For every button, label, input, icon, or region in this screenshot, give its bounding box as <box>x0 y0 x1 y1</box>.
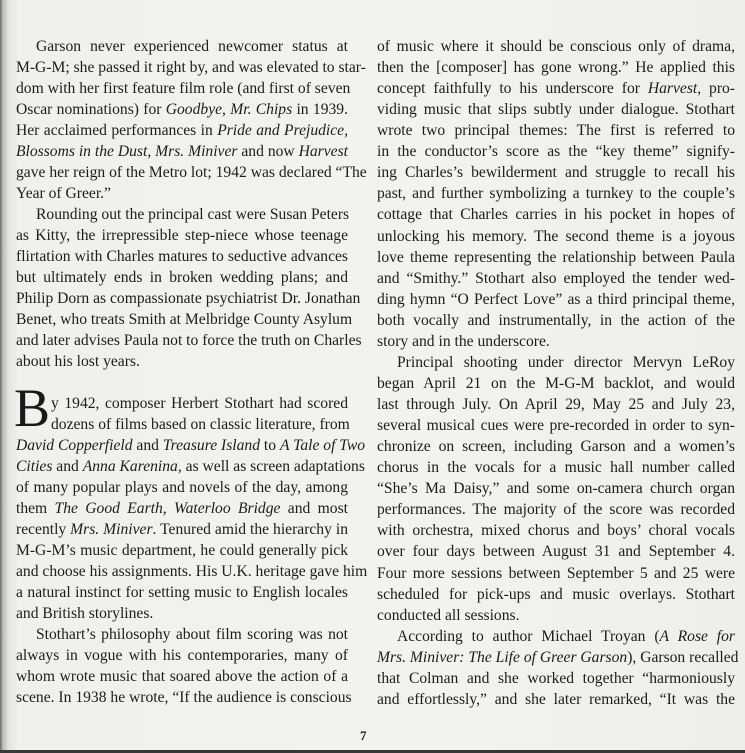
italic-title-text: Cities <box>16 458 53 475</box>
text-line <box>16 183 348 204</box>
body-text: According to author Michael Troyan ( <box>397 627 660 645</box>
body-text: Her acclaimed performances in <box>16 122 218 139</box>
text-line <box>377 352 735 373</box>
text-line <box>377 605 735 626</box>
text-line <box>377 541 735 562</box>
body-text: , pro- <box>697 80 735 98</box>
body-text: about his lost years. <box>16 353 140 370</box>
text-line <box>377 204 735 225</box>
body-text: scheduled for pick-ups and music overlays. Stothart <box>377 585 735 603</box>
text-line <box>377 141 735 162</box>
body-text: with orchestra, mixed chorus and boys’ choral vocals <box>377 522 735 540</box>
body-text: ), Garson recalled <box>627 648 739 666</box>
text-line <box>16 36 348 57</box>
text-line <box>16 414 348 435</box>
body-text: recently <box>16 521 71 538</box>
text-line <box>16 561 368 582</box>
body-text: and now <box>237 143 299 160</box>
body-text: and effortlessly,” and she later remarked, “It was the <box>377 690 735 708</box>
text-line <box>377 247 735 268</box>
text-line <box>16 78 351 99</box>
body-text: several musical cues were pre-recorded in order to syn- <box>377 417 735 435</box>
text-line <box>377 478 735 499</box>
body-text: Philip Dorn as compassionate psychiatrist Dr. Jonathan <box>16 290 361 307</box>
text-line <box>377 162 735 183</box>
text-line <box>16 435 366 456</box>
italic-title-text: Waterloo Bridge <box>174 500 281 517</box>
body-text: of many popular plays and novels of the day, among <box>16 479 348 496</box>
text-line <box>16 540 348 561</box>
text-line <box>377 268 735 289</box>
body-text: Four more sessions between September 5 and 25 were <box>377 564 735 582</box>
body-text: and <box>132 437 163 454</box>
body-text: in the conductor’s score as the “key theme” signify- <box>377 143 735 161</box>
text-line <box>16 120 348 141</box>
text-line <box>377 226 735 247</box>
text-line <box>16 603 348 624</box>
text-line <box>16 687 352 708</box>
body-text: flirtation with Charles matures to seductive advances <box>16 248 348 265</box>
body-text: of music where it should be conscious only of drama, <box>377 38 735 55</box>
text-line <box>16 519 348 540</box>
body-text: chorus in the vocals for a music hall number called <box>377 459 735 477</box>
text-line <box>377 78 735 99</box>
text-line <box>16 498 348 519</box>
body-text: M-G-M; she passed it right by, and was elevated to star- <box>16 59 366 76</box>
text-line <box>377 520 735 541</box>
body-text: Garson never experienced newcomer status at <box>36 38 348 55</box>
text-line <box>377 563 735 584</box>
body-text: always in vogue with his contemporaries, many of <box>16 647 348 664</box>
text-line <box>377 457 735 478</box>
body-text: M-G-M’s music department, he could generally pick <box>16 542 348 559</box>
body-text: concept faithfully to his underscore for <box>377 80 648 98</box>
text-line <box>377 183 735 204</box>
italic-title-text: A Rose for <box>659 627 735 645</box>
body-text: whom wrote music that soared above the action of a <box>16 668 348 685</box>
text-line <box>16 267 348 288</box>
body-text: Principal shooting under director Mervyn LeRoy <box>397 353 735 371</box>
italic-title-text: David Copperfield <box>16 437 133 454</box>
text-line <box>16 582 348 603</box>
text-line <box>16 330 362 351</box>
body-text: conducted all sessions. <box>377 606 520 624</box>
text-line <box>16 645 348 666</box>
body-text: them <box>16 500 55 517</box>
body-text: gave her reign of the Metro lot; 1942 was declared “The <box>16 164 367 181</box>
body-text: both vocally and instrumentally, in the action of the <box>377 311 735 329</box>
text-line <box>16 309 353 330</box>
body-text: but ultimately ends in broken wedding plans; and <box>16 269 348 286</box>
body-text: over four days between August 31 and September 4. <box>377 543 735 561</box>
body-text: and later advises Paula not to force the truth on Charles <box>16 332 362 349</box>
body-text: , <box>162 500 175 517</box>
body-text: and most <box>280 500 348 517</box>
body-text: Stothart’s philosophy about film scoring was not <box>36 626 348 643</box>
text-line <box>16 351 348 372</box>
text-line <box>377 499 735 520</box>
text-line <box>377 373 735 394</box>
text-line <box>16 57 366 78</box>
italic-title-text: Pride and Prejudice, <box>217 122 348 139</box>
text-line <box>16 624 348 645</box>
text-line <box>377 415 735 436</box>
italic-title-text: Mrs. Miniver: The Life of Greer Garson <box>377 648 628 666</box>
text-line <box>16 162 367 183</box>
body-text: dom with her first feature film role (and first of seven <box>16 80 351 97</box>
body-text: and <box>52 458 83 475</box>
italic-title-text: Mrs. Miniver <box>155 143 238 160</box>
text-line <box>377 689 735 710</box>
text-line <box>16 204 348 225</box>
text-line <box>377 289 735 310</box>
text-line <box>377 36 735 57</box>
text-line <box>377 120 735 141</box>
body-text: story and in the underscore. <box>377 332 550 350</box>
body-text: and choose his assignments. His U.K. heritage gave him <box>16 563 368 580</box>
body-text: chronize on screen, including Garson and a women’s <box>377 438 735 456</box>
body-text: and “Smithy.” Stothart also employed the tender wed- <box>377 269 735 287</box>
text-line <box>16 99 348 120</box>
text-line <box>377 394 735 415</box>
body-text: last through July. On April 29, May 25 and July 23, <box>377 396 735 414</box>
body-text: and British storylines. <box>16 605 154 622</box>
body-text: Oscar nominations) for <box>16 101 166 118</box>
body-text: to <box>260 437 280 454</box>
italic-title-text: Treasure Island <box>162 437 261 454</box>
body-text: “She’s Ma Daisy,” and some on-camera church organ <box>377 480 735 498</box>
body-text: a natural instinct for setting music to English locales <box>16 584 348 601</box>
body-text: that Colman and she worked together “harmoniously <box>377 669 735 687</box>
body-text: dozens of films based on classic literature, from <box>51 416 350 433</box>
body-text: then the [composer] has gone wrong.” He applied this <box>377 59 735 77</box>
body-text: Benet, who treats Smith at Melbridge County Asylum <box>16 311 353 328</box>
text-line <box>377 310 735 331</box>
body-text: scene. In 1938 he wrote, “If the audience is conscious <box>16 689 352 706</box>
italic-title-text: Blossoms in the Dust <box>16 143 148 160</box>
italic-title-text: Anna Karenina <box>82 458 178 475</box>
body-text: began April 21 on the M-G-M backlot, and would <box>377 374 735 392</box>
text-line <box>377 436 735 457</box>
italic-title-text: Goodbye, Mr. Chips <box>165 101 293 118</box>
text-line <box>16 477 348 498</box>
italic-title-text: Harvest <box>647 80 698 98</box>
body-text: in 1939. <box>292 101 348 118</box>
italic-title-text: Mrs. Miniver <box>70 521 153 538</box>
italic-title-text: A Tale of Two <box>279 437 366 454</box>
body-text: past, and further symbolizing a turnkey to the couple’s <box>377 185 735 203</box>
body-text: ing Charles’s bewilderment and struggle to recall his <box>377 164 735 182</box>
body-text: performances. The majority of the score was recorded <box>377 501 735 519</box>
text-line <box>377 626 735 647</box>
body-text: , <box>147 143 156 160</box>
page-number: 7 <box>360 728 367 743</box>
body-text: Year of Greer.” <box>16 185 111 202</box>
text-line <box>16 666 348 687</box>
text-line <box>16 456 365 477</box>
text-line <box>377 57 735 78</box>
text-line <box>377 99 735 120</box>
text-line <box>16 246 348 267</box>
body-text: love theme representing the relationship between Paula <box>377 248 735 266</box>
body-text: viding music that slips subtly under dialogue. Stothart <box>377 101 735 119</box>
body-text: cottage that Charles carries in his pocket in hopes of <box>377 206 735 224</box>
body-text: , as well as screen adaptations <box>177 458 365 475</box>
body-text: as Kitty, the irrepressible step-niece whose teenage <box>16 227 348 244</box>
text-line <box>16 141 348 162</box>
text-line <box>16 288 361 309</box>
body-text: wrote two principal themes: The first is referred to <box>377 122 735 140</box>
text-line <box>377 584 735 605</box>
body-text: unlocking his memory. The second theme is a joyous <box>377 227 735 245</box>
text-line <box>377 331 735 352</box>
drop-cap: B <box>14 378 51 438</box>
body-text: Rounding out the principal cast were Susan Peters <box>36 206 350 223</box>
body-text: y 1942, composer Herbert Stothart had scored <box>51 395 348 412</box>
italic-title-text: The Good Earth <box>54 500 163 517</box>
body-text: ding hymn “O Perfect Love” as a third principal theme, <box>377 290 735 308</box>
body-text: . Tenured amid the hierarchy in <box>152 521 348 538</box>
italic-title-text: Harvest <box>298 143 348 160</box>
text-line <box>377 668 735 689</box>
text-line <box>377 647 739 668</box>
text-line <box>16 393 348 414</box>
text-line <box>16 225 348 246</box>
